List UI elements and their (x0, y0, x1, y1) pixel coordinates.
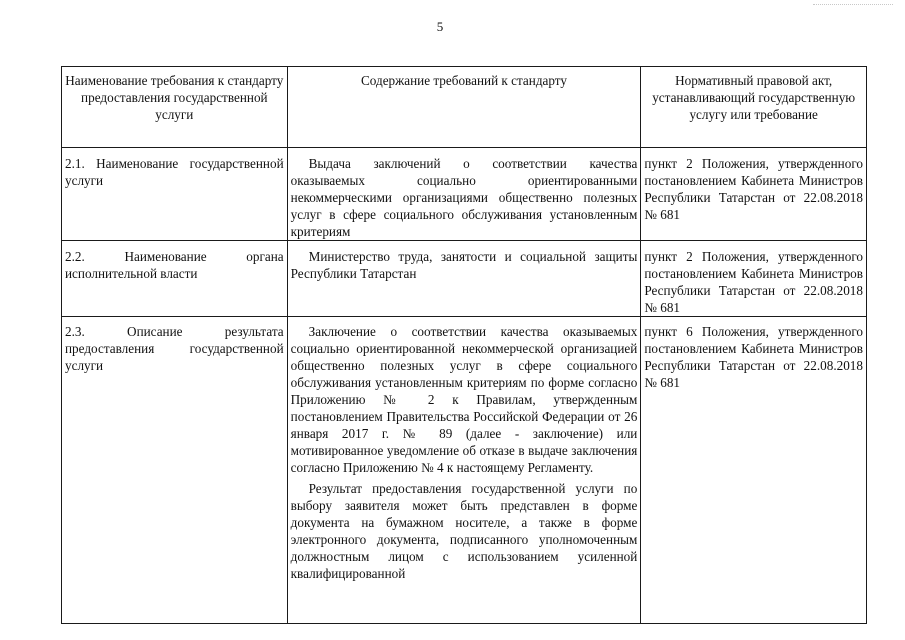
requirement-cell (62, 317, 288, 624)
requirement-text: 2.3. Описание результата предоставления государственной услуги (65, 324, 284, 373)
legal-act-cell (641, 317, 867, 624)
table-row (62, 317, 867, 624)
content-cell (287, 241, 641, 317)
content-cell (287, 317, 641, 624)
content-paragraph: Министерство труда, занятости и социальной защиты Республики Татарстан (290, 249, 638, 281)
content-cell (287, 148, 641, 241)
content-paragraph: Заключение о соответствии качества оказываемых социально ориентированной некоммерческой организацией общественно полезных услуг в сфере социального обслуживания установленным критериям по форме согласно Приложению № 2 к Правилам, утвержденным постановлением Правительства Российской Федерации от 26 января 2017 г. № 89 (далее - заключение) или мотивированное уведомление об отказе в выдаче заключения согласно Приложению № 4 к настоящему Регламенту. (290, 324, 638, 475)
legal-act-cell (641, 148, 867, 241)
legal-act-text: пункт 6 Положения, утвержденного постановлением Кабинета Министров Республики Татарстан от 22.08.2018 № 681 (644, 324, 863, 390)
requirement-text: 2.1. Наименование государственной услуги (65, 156, 284, 188)
table-row (62, 148, 867, 241)
table-row (62, 241, 867, 317)
requirement-cell (62, 148, 288, 241)
requirement-cell (62, 241, 288, 317)
requirements-table (61, 66, 867, 624)
content-paragraph: Выдача заключений о соответствии качества оказываемых социально ориентированными некоммерческими организациями общественно полезных услуг в сфере социального обслуживания установленным критериям (290, 156, 638, 239)
header-requirement-name: Наименование требования к стандарту предоставления государственной услуги (62, 67, 288, 148)
table-header-row (62, 67, 867, 148)
content-paragraph: Результат предоставления государственной услуги по выбору заявителя может быть представлен в форме документа на бумажном носителе, а также в форме электронного документа, подписанного уполномоченным должностным лицом с использованием усиленной квалифицированной (290, 481, 638, 581)
page-number: 5 (436, 19, 444, 34)
legal-act-cell (641, 241, 867, 317)
scan-artifact (813, 4, 893, 7)
legal-act-text: пункт 2 Положения, утвержденного постановлением Кабинета Министров Республики Татарстан от 22.08.2018 № 681 (644, 156, 863, 222)
header-legal-act: Нормативный правовой акт, устанавливающий государственную услугу или требование (641, 67, 867, 148)
legal-act-text: пункт 2 Положения, утвержденного постановлением Кабинета Министров Республики Татарстан от 22.08.2018 № 681 (644, 249, 863, 315)
requirement-text: 2.2. Наименование органа исполнительной власти (65, 249, 284, 281)
header-requirement-content: Содержание требований к стандарту (287, 67, 641, 148)
